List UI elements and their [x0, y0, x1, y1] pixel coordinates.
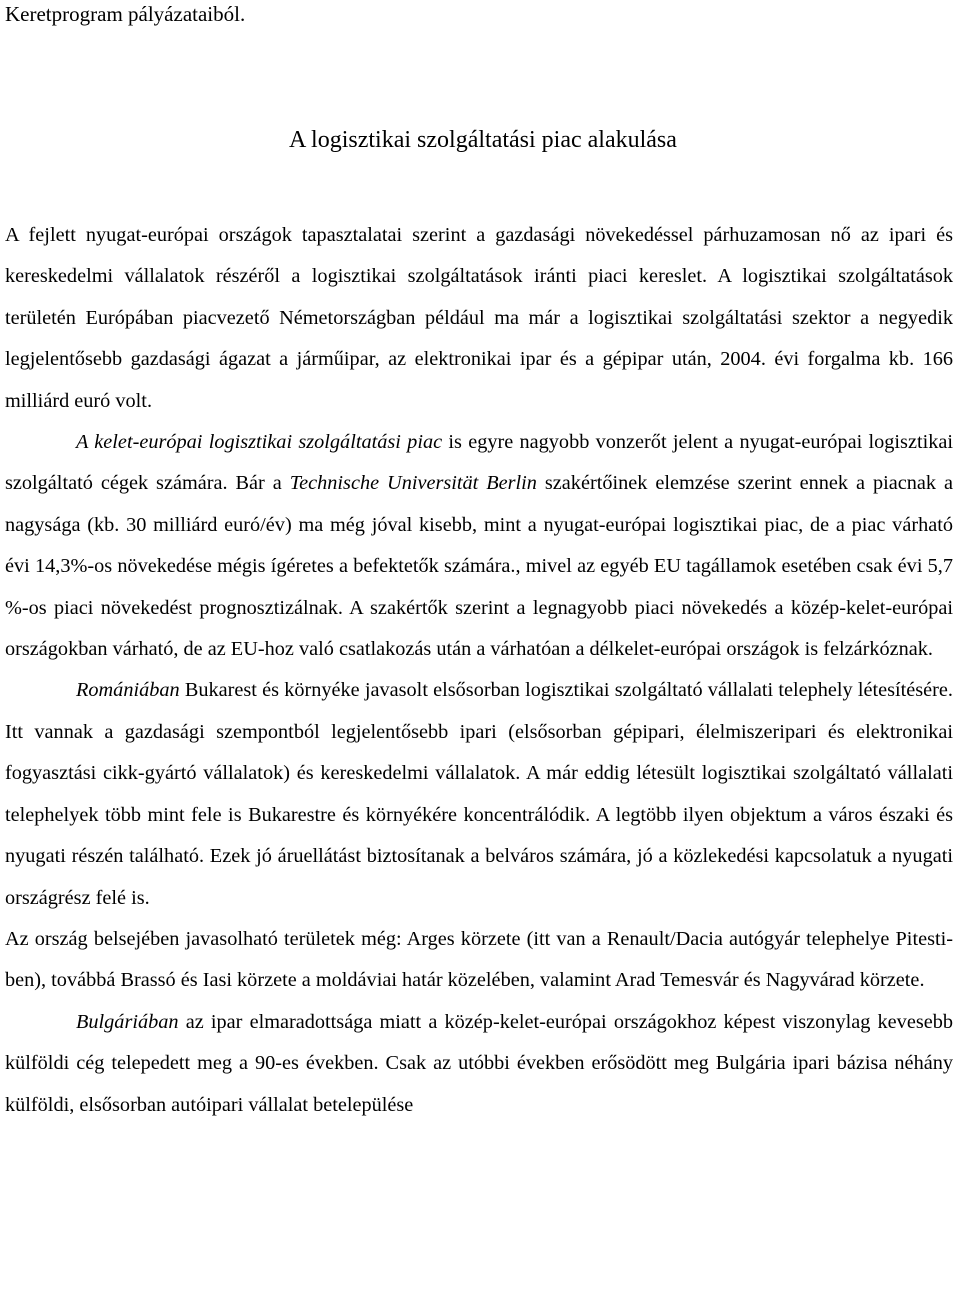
italic-phrase-university: Technische Universität Berlin: [289, 472, 537, 495]
paragraph-bulgaria: [5, 1002, 953, 1126]
header-fragment: Keretprogram pályázataiból.: [5, 2, 246, 26]
paragraph-text: Bukarest és környéke javasolt elsősorban logisztikai szolgáltató vállalati telephely létesítésére. Itt vannak a gazdasági szempontból legjelentősebb ipari (elsősorban gépipari, élelmiszeripari és elektronikai fogyasztási cikk-gyártó vállalatok) és kereskedelmi vállalatok. A már eddig létesült logisztikai szolgáltató vállalati telephelyek több mint fele is Bukarestre és környékére koncentrálódik. A legtöbb ilyen objektum a város északi és nyugati részén található. Ezek jó áruellátást biztosítanak a belváros számára, jó a közlekedési kapcsolatuk a nyugati országrész felé is.: [5, 679, 953, 909]
paragraph-market-demand: A fejlett nyugat-európai országok tapasztalatai szerint a gazdasági növekedéssel párhuzamosan nő az ipari és kereskedelmi vállalatok részéről a logisztikai szolgáltatások iránti piaci kereslet. A logisztikai szolgáltatások területén Európában piacvezető Németországban például ma már a logisztikai szolgáltatási szektor a negyedik legjelentősebb gazdasági ágazat a járműipar, az elektronikai ipar és a gépipar után, 2004. évi forgalma kb. 166 milliárd euró volt.: [5, 224, 953, 412]
section-title: A logisztikai szolgáltatási piac alakulása: [289, 127, 677, 153]
paragraph-text: is egyre nagyobb vonzerőt jelent a nyugat-európai logisztikai szolgáltató cégek számára. Bár a: [5, 431, 953, 495]
paragraph-text: szakértőinek elemzése szerint ennek a piacnak a nagysága (kb. 30 milliárd euró/év) ma még jóval kisebb, mint a nyugat-európai logisztikai piac, de a piac várható évi 14,3%-os növekedése mégis ígéretes a befektetők számára., mivel az egyéb EU tagállamok esetében csak évi 5,7 %-os piaci növekedést prognosztizálnak. A szakértők szerint a legnagyobb piaci növekedés a közép-kelet-európai országokban várható, de az EU-hoz való csatlakozás után a várhatóan a délkelet-európai országok is felzárkóznak.: [5, 472, 953, 661]
italic-phrase-eastern-market: A kelet-európai logisztikai szolgáltatási piac: [76, 431, 443, 454]
paragraph-eastern-europe: [5, 422, 953, 670]
body-text: [5, 215, 953, 1126]
italic-phrase-bulgaria: Bulgáriában: [76, 1010, 179, 1033]
paragraph-romania-regions: Az ország belsejében javasolható területek még: Arges körzete (itt van a Renault/Dacia autógyár telephelye Pitesti-ben), továbbá Brassó és Iasi körzete a moldáviai határ közelében, valamint Arad Temesvár és Nagyvárad körzete.: [5, 927, 953, 992]
paragraph-romania: [5, 670, 953, 918]
paragraph-text: az ipar elmaradottsága miatt a közép-kelet-európai országokhoz képest viszonylag kevesebb külföldi cég telepedett meg a 90-es években. Csak az utóbbi években erősödött meg Bulgária ipari bázisa néhány külföldi, elsősorban autóipari vállalat betelepülése: [5, 1010, 953, 1116]
italic-phrase-romania: Romániában: [76, 679, 180, 702]
